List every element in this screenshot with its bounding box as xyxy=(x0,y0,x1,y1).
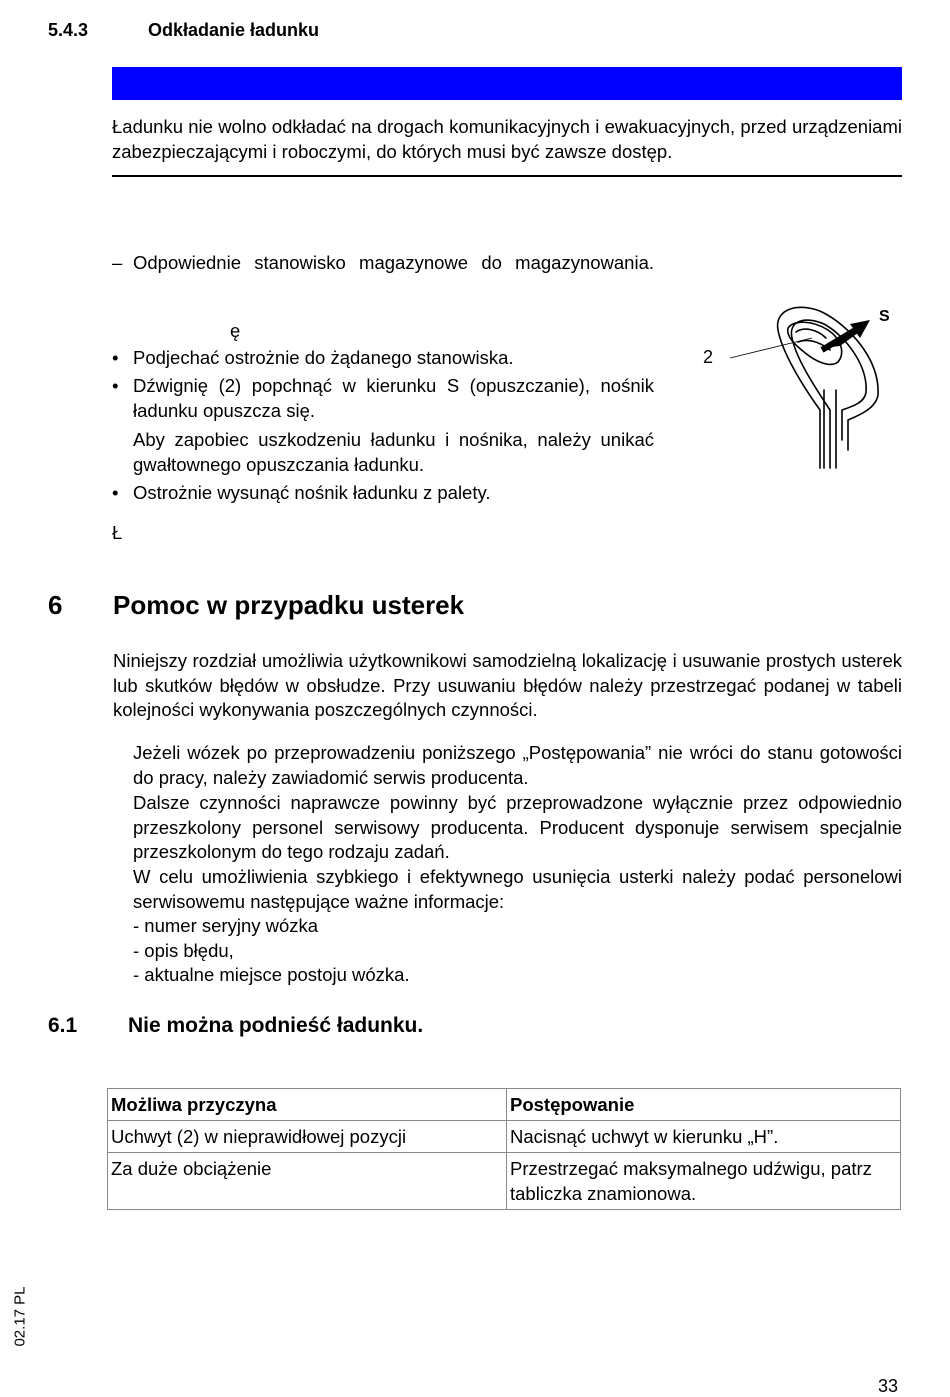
notice-paragraph-3: W celu umożliwienia szybkiego i efektywnego usunięcia usterki należy podać personelowi serwisowemu następujące ważne informacje: xyxy=(133,866,902,912)
bullet: • xyxy=(112,482,119,503)
header-cause: Możliwa przyczyna xyxy=(108,1089,507,1121)
subsection-number: 6.1 xyxy=(48,1014,78,1037)
lever-figure xyxy=(690,290,900,480)
notice-list-item: - opis błędu, xyxy=(133,940,234,961)
step-text: Dźwignię (2) popchnąć w kierunku S (opuszczanie), nośnik ładunku opuszcza się. xyxy=(133,375,654,421)
warning-rule xyxy=(112,175,902,177)
dash-marker: – xyxy=(112,252,123,273)
requirement-item xyxy=(112,250,654,302)
action-cell: Przestrzegać maksymalnego udźwigu, patrz tabliczka znamionowa. xyxy=(507,1153,901,1210)
figure-label-2: 2 xyxy=(703,347,714,367)
header-action: Postępowanie xyxy=(507,1089,901,1121)
step-text: Aby zapobiec uszkodzeniu ładunku i nośnika, należy unikać gwałtownego opuszczania ładunku. xyxy=(133,429,654,475)
section-title: Odkładanie ładunku xyxy=(148,20,320,40)
table-row xyxy=(108,1153,901,1210)
bullet: • xyxy=(112,375,119,396)
requirement-text: Odpowiednie stanowisko magazynowe do magazynowania. xyxy=(133,252,654,273)
warning-bar xyxy=(112,67,902,100)
notice-paragraph-2: Dalsze czynności naprawcze powinny być przeprowadzone wyłącznie przez odpowiednio przeszkolony personel serwisowy producenta. Producent dysponuje serwisem specjalnie przeszkolonym do tego rodzaju zadań. xyxy=(133,792,902,862)
margin-code: 02.17 PL xyxy=(11,1286,29,1347)
step-note xyxy=(112,427,654,479)
action-cell: Nacisnąć uchwyt w kierunku „H”. xyxy=(507,1121,901,1153)
step-text: Podjechać ostrożnie do żądanego stanowiska. xyxy=(133,347,514,368)
notice-list-item: - aktualne miejsce postoju wózka. xyxy=(133,964,410,985)
lever-illustration xyxy=(690,290,900,480)
stray-character: Ł xyxy=(112,522,123,543)
step-text: Ostrożnie wysunąć nośnik ładunku z palety. xyxy=(133,482,491,503)
chapter-intro: Niniejszy rozdział umożliwia użytkownikowi samodzielną lokalizację i usuwanie prostych usterek lub skutków błędów w obsłudze. Przy usuwaniu błędów należy przestrzegać podanej w tabeli kolejności wykonywania poszczególnych czynności. xyxy=(113,650,902,720)
cause-cell: Za duże obciążenie xyxy=(108,1153,507,1210)
warning-text: Ładunku nie wolno odkładać na drogach komunikacyjnych i ewakuacyjnych, przed urządzeniami zabezpieczającymi i roboczymi, do których musi być zawsze dostęp. xyxy=(112,116,902,162)
figure-label-s: S xyxy=(879,308,890,325)
table-row xyxy=(108,1121,901,1153)
page-number: 33 xyxy=(878,1376,899,1396)
step-3 xyxy=(112,480,654,506)
step-1 xyxy=(112,345,654,371)
notice-list-item: - numer seryjny wózka xyxy=(133,915,319,936)
troubleshooting-table xyxy=(107,1088,901,1210)
table-header-row xyxy=(108,1089,901,1121)
bullet: • xyxy=(112,347,119,368)
subsection-title: Nie można podnieść ładunku. xyxy=(128,1014,424,1037)
chapter-title: Pomoc w przypadku usterek xyxy=(113,590,465,620)
step-2 xyxy=(112,373,654,425)
notice-paragraph-1: Jeżeli wózek po przeprowadzeniu poniższego „Postępowania” nie wróci do stanu gotowości do pracy, należy zawiadomić serwis producenta. xyxy=(133,742,902,788)
section-number: 5.4.3 xyxy=(48,20,89,40)
chapter-number: 6 xyxy=(48,590,63,620)
cause-cell: Uchwyt (2) w nieprawidłowej pozycji xyxy=(108,1121,507,1153)
stray-character: ę xyxy=(230,320,241,341)
